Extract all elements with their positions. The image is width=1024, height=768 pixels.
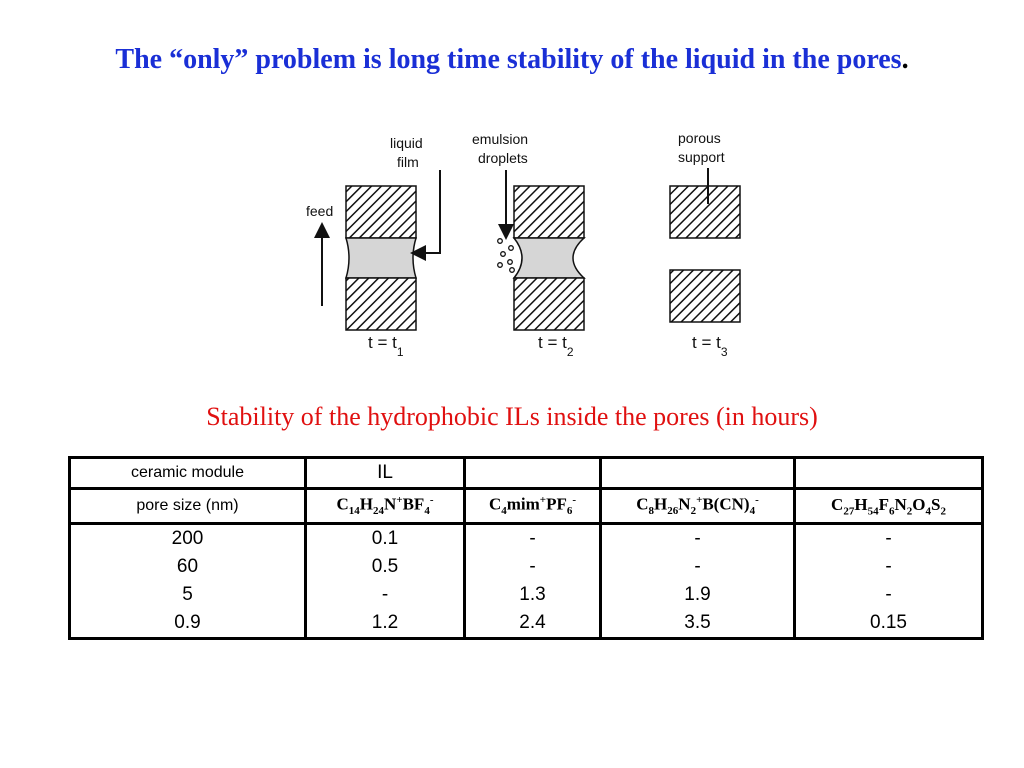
time-label-t2: $t = t_2$ [538, 333, 574, 359]
formula-header: $C_4mim^+PF_6^-$ [465, 489, 601, 524]
emulsion-label: emulsion [472, 131, 529, 147]
time-label-t3: $t = t_3$ [692, 333, 728, 359]
emulsion-droplets [498, 239, 515, 273]
slide-title [0, 44, 1024, 76]
empty-header-cell [795, 458, 983, 489]
table-row [70, 524, 983, 554]
formula-header: $C_{27}H_{54}F_6N_2O_4S_2$ [795, 489, 983, 524]
formula-header: $C_{14}H_{24}N^+BF_4^-$ [306, 489, 465, 524]
title-period: . [901, 44, 909, 75]
pore-stability-diagram [300, 118, 770, 378]
stability-cell: 2.4 [465, 609, 601, 639]
stability-cell: - [795, 581, 983, 609]
pore-wall-bottom [670, 270, 740, 322]
pore-size-cell: 0.9 [70, 609, 306, 639]
table-row [70, 581, 983, 609]
il-header: IL [306, 458, 465, 489]
title-text: The “only” problem is long time stability of the liquid in the pores [115, 44, 902, 75]
stability-cell: - [601, 553, 795, 581]
header-row-module [70, 458, 983, 489]
stability-cell: 0.5 [306, 553, 465, 581]
liquid-film-shape [346, 238, 416, 278]
pore-size-cell: 5 [70, 581, 306, 609]
pore-wall-top [670, 186, 740, 238]
emulsion-label-2: droplets [478, 150, 528, 166]
porous-support-label-2: support [678, 149, 725, 165]
pore-wall-top [514, 186, 584, 238]
stability-cell: - [465, 524, 601, 554]
table-caption: Stability of the hydrophobic ILs inside the pores (in hours) [206, 402, 818, 431]
liquid-film-shape [514, 238, 584, 278]
stability-cell: 1.3 [465, 581, 601, 609]
pore-size-cell: 60 [70, 553, 306, 581]
stability-cell: - [795, 553, 983, 581]
header-row-formulas [70, 489, 983, 524]
stability-cell: - [465, 553, 601, 581]
liquid-film-label: liquid [390, 135, 423, 151]
pore-size-header: pore size (nm) [70, 489, 306, 524]
ceramic-module-header: ceramic module [70, 458, 306, 489]
empty-header-cell [465, 458, 601, 489]
pore-size-cell: 200 [70, 524, 306, 554]
panel-t3 [670, 130, 740, 359]
stability-cell: 1.9 [601, 581, 795, 609]
table-row [70, 553, 983, 581]
stability-table [68, 456, 984, 640]
feed-label: feed [306, 203, 334, 219]
stability-cell: 0.15 [795, 609, 983, 639]
panel-t1 [306, 135, 440, 359]
liquid-film-label-2: film [397, 154, 419, 170]
panel-t2 [472, 131, 584, 359]
pore-wall-top [346, 186, 416, 238]
table-row [70, 609, 983, 639]
stability-cell: - [306, 581, 465, 609]
formula-header: $C_8H_{26}N_2^+B(CN)_4^-$ [601, 489, 795, 524]
pore-wall-bottom [514, 278, 584, 330]
pore-wall-bottom [346, 278, 416, 330]
empty-header-cell [601, 458, 795, 489]
stability-cell: - [601, 524, 795, 554]
stability-cell: 1.2 [306, 609, 465, 639]
time-label-t1: $t = t_1$ [368, 333, 404, 359]
stability-cell: 0.1 [306, 524, 465, 554]
stability-cell: 3.5 [601, 609, 795, 639]
liquid-film-arrow [418, 170, 440, 253]
porous-support-label: porous [678, 130, 721, 146]
stability-cell: - [795, 524, 983, 554]
